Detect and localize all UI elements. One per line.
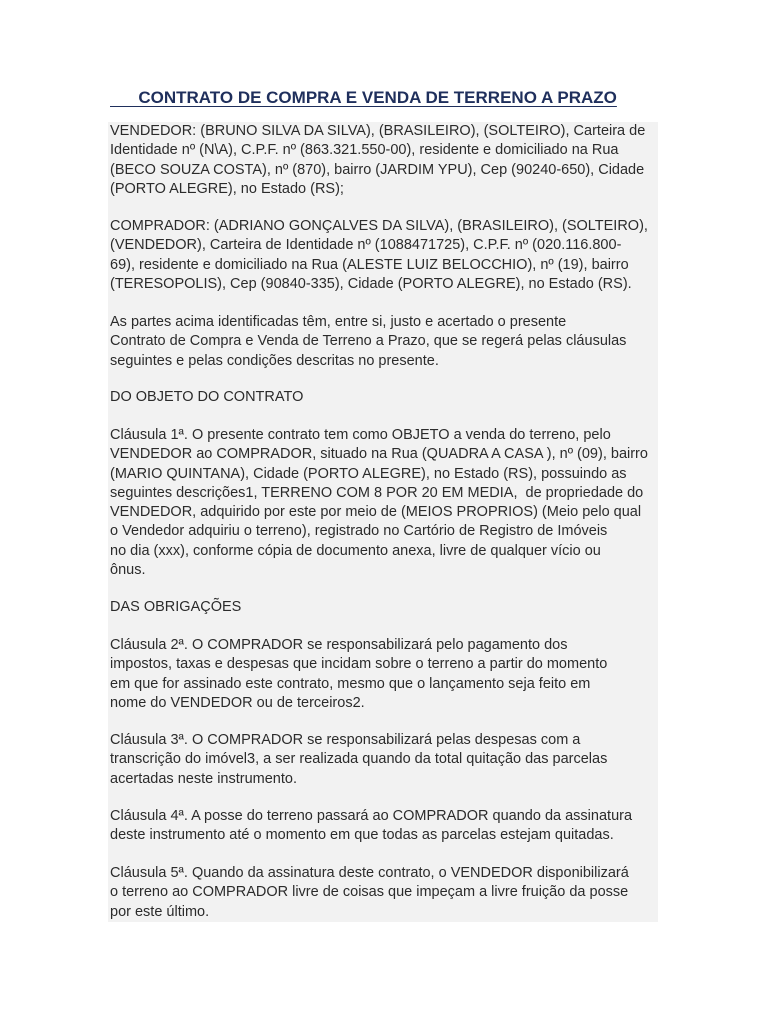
clause-1-paragraph	[110, 426, 658, 580]
text-line: Contrato de Compra e Venda de Terreno a Prazo, que se regerá pelas cláusulas	[110, 333, 627, 350]
text-line: VENDEDOR, adquirido por este por meio de (MEIOS PROPRIOS) (Meio pelo qual	[110, 504, 642, 521]
text-line: (BECO SOUZA COSTA), nº (870), bairro (JARDIM YPU), Cep (90240-650), Cidade	[110, 161, 645, 178]
text-line: no dia (xxx), conforme cópia de documento anexa, livre de qualquer vício ou	[110, 542, 601, 559]
text-line: o Vendedor adquiriu o terreno), registrado no Cartório de Registro de Imóveis	[110, 523, 608, 540]
text-line: em que for assinado este contrato, mesmo que o lançamento seja feito em	[110, 675, 591, 692]
text-line: seguintes descrições1, TERRENO COM 8 POR 20 EM MEDIA, de propriedade do	[110, 484, 644, 501]
text-line: 69), residente e domiciliado na Rua (ALESTE LUIZ BELOCCHIO), nº (19), bairro	[110, 256, 629, 273]
clause-2-paragraph	[110, 636, 658, 713]
text-line: (VENDEDOR), Carteira de Identidade nº (1088471725), C.P.F. nº (020.116.800-	[110, 237, 622, 254]
text-line: deste instrumento até o momento em que todas as parcelas estejam quitadas.	[110, 827, 614, 844]
text-line: VENDEDOR ao COMPRADOR, situado na Rua (QUADRA A CASA ), nº (09), bairro	[110, 446, 648, 463]
text-line: o terreno ao COMPRADOR livre de coisas que impeçam a livre fruição da posse	[110, 884, 629, 901]
text-line: (TERESOPOLIS), Cep (90840-335), Cidade (PORTO ALEGRE), no Estado (RS).	[110, 275, 632, 292]
text-line: nome do VENDEDOR ou de terceiros2.	[110, 694, 365, 711]
text-line: VENDEDOR: (BRUNO SILVA DA SILVA), (BRASILEIRO), (SOLTEIRO), Carteira de	[110, 123, 646, 139]
text-line: Cláusula 5ª. Quando da assinatura deste contrato, o VENDEDOR disponibilizará	[110, 865, 629, 881]
text-line: (PORTO ALEGRE), no Estado (RS);	[110, 180, 344, 197]
text-line: DO OBJETO DO CONTRATO	[110, 389, 304, 405]
text-line: impostos, taxas e despesas que incidam sobre o terreno a partir do momento	[110, 656, 608, 673]
text-line: seguintes e pelas condições descritas no presente.	[110, 352, 439, 369]
text-line: DAS OBRIGAÇÕES	[110, 599, 242, 615]
clause-5-paragraph	[110, 864, 658, 922]
text-line: transcrição do imóvel3, a ser realizada quando da total quitação das parcelas	[110, 751, 608, 768]
clause-3-paragraph	[110, 731, 658, 789]
seller-paragraph	[110, 122, 658, 199]
text-line: por este último.	[110, 903, 210, 920]
text-line: As partes acima identificadas têm, entre si, justo e acertado o presente	[110, 314, 567, 330]
section-heading-obligations	[110, 598, 658, 617]
text-line: COMPRADOR: (ADRIANO GONÇALVES DA SILVA), (BRASILEIRO), (SOLTEIRO),	[110, 218, 648, 234]
text-line: acertadas neste instrumento.	[110, 770, 297, 787]
buyer-paragraph	[110, 217, 658, 294]
text-line: ônus.	[110, 562, 146, 579]
text-line: Cláusula 3ª. O COMPRADOR se responsabilizará pelas despesas com a	[110, 732, 581, 748]
text-line: Cláusula 2ª. O COMPRADOR se responsabilizará pelo pagamento dos	[110, 637, 568, 653]
text-line: Cláusula 4ª. A posse do terreno passará ao COMPRADOR quando da assinatura	[110, 808, 633, 824]
clause-4-paragraph	[110, 807, 658, 846]
text-line: Identidade nº (N\A), C.P.F. nº (863.321.550-00), residente e domiciliado na Rua	[110, 142, 619, 159]
section-heading-object	[110, 388, 658, 407]
text-line: (MARIO QUINTANA), Cidade (PORTO ALEGRE), no Estado (RS), possuindo as	[110, 465, 627, 482]
parties-agreement-paragraph	[110, 313, 658, 371]
text-line: Cláusula 1ª. O presente contrato tem como OBJETO a venda do terreno, pelo	[110, 427, 611, 443]
document-title: CONTRATO DE COMPRA E VENDA DE TERRENO A PRAZO	[110, 88, 617, 107]
